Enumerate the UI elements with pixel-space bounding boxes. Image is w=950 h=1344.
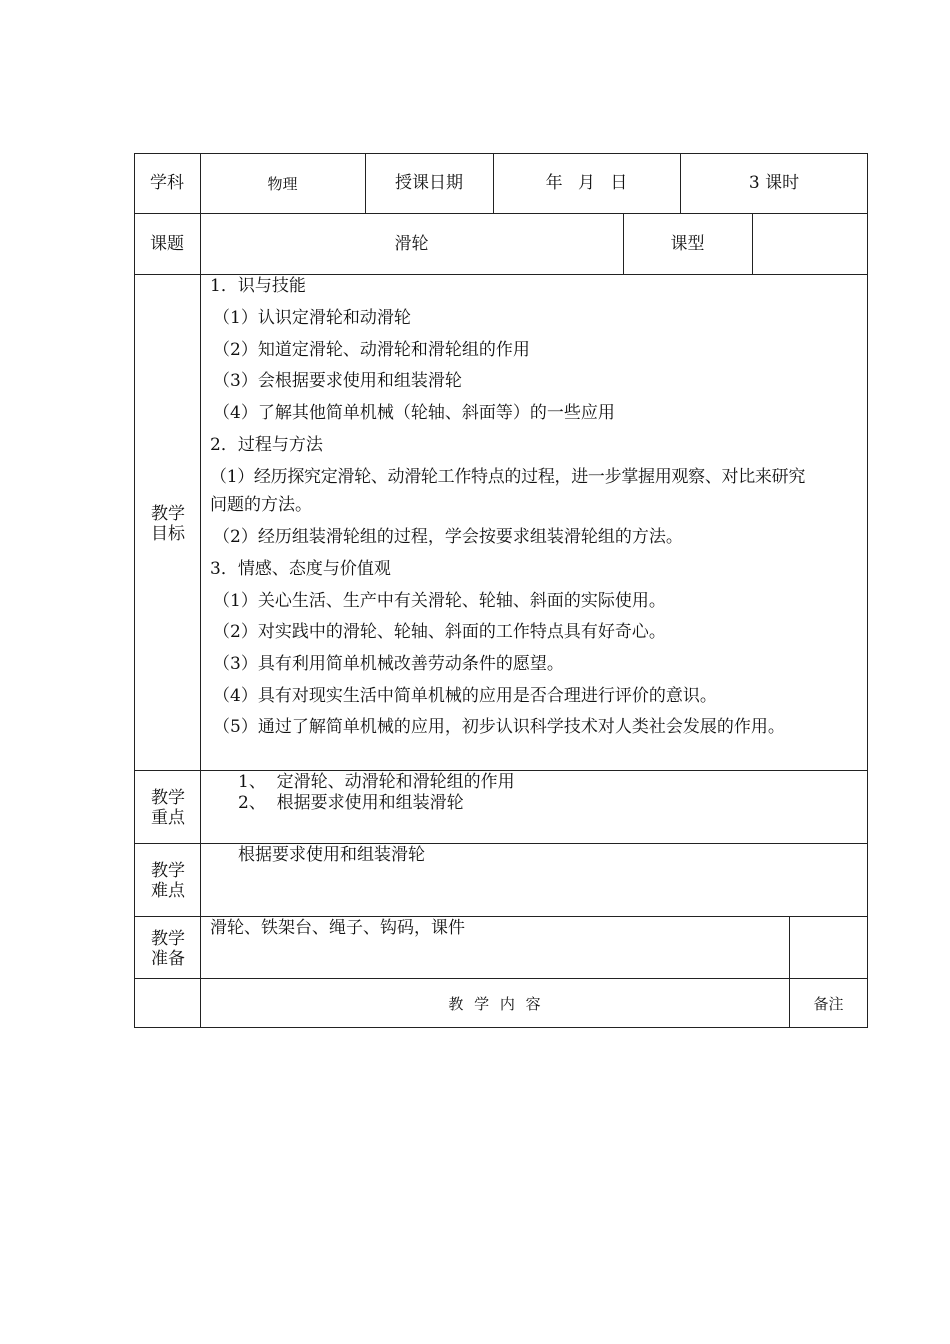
objective-line: （2）知道定滑轮、动滑轮和滑轮组的作用 — [213, 340, 530, 360]
objective-line: （2）对实践中的滑轮、轮轴、斜面的工作特点具有好奇心。 — [213, 622, 666, 642]
objective-line: （1）关心生活、生产中有关滑轮、轮轴、斜面的实际使用。 — [213, 591, 666, 611]
objective-line: 1．识与技能 — [210, 276, 306, 296]
label-line: 教学 — [151, 504, 185, 524]
objective-line: （2）经历组装滑轮组的过程，学会按要求组装滑轮组的方法。 — [213, 527, 683, 547]
row-divider — [134, 213, 868, 214]
topic-label: 课题 — [150, 234, 184, 254]
keypoint-item: 2、 根据要求使用和组装滑轮 — [238, 793, 464, 813]
subject-label: 学科 — [150, 173, 184, 193]
objective-line: （5）通过了解简单机械的应用，初步认识科学技术对人类社会发展的作用。 — [213, 717, 785, 737]
class-hours: 3 课时 — [748, 173, 800, 193]
objective-line: 3．情感、态度与价值观 — [210, 559, 391, 579]
objective-line: （1）认识定滑轮和动滑轮 — [213, 308, 411, 328]
row-divider — [134, 916, 868, 917]
label-column-divider — [200, 153, 201, 1028]
label-line: 重点 — [151, 808, 185, 828]
subject-value: 物理 — [267, 175, 298, 193]
col-divider — [752, 213, 753, 275]
objective-line: （4）具有对现实生活中简单机械的应用是否合理进行评价的意识。 — [213, 686, 717, 706]
preparation-text: 滑轮、铁架台、绳子、钩码，课件 — [210, 918, 465, 938]
objectives-label — [136, 504, 200, 544]
objective-line: （3）具有利用简单机械改善劳动条件的愿望。 — [213, 654, 564, 674]
label-line: 准备 — [151, 949, 185, 969]
label-line: 目标 — [151, 524, 185, 544]
objective-line: 问题的方法。 — [210, 495, 312, 515]
objective-line: （1）经历探究定滑轮、动滑轮工作特点的过程，进一步掌握用观察、对比来研究 — [210, 467, 806, 487]
objective-line: （3）会根据要求使用和组装滑轮 — [213, 371, 462, 391]
preparation-label — [136, 929, 200, 969]
row-divider — [134, 770, 868, 771]
objective-line: 2．过程与方法 — [210, 435, 323, 455]
date-value: 年 月 日 — [545, 173, 628, 193]
topic-value: 滑轮 — [394, 234, 429, 254]
label-line: 难点 — [151, 881, 185, 901]
label-line: 教学 — [151, 929, 185, 949]
label-line: 教学 — [151, 788, 185, 808]
objective-line: （4）了解其他简单机械（轮轴、斜面等）的一些应用 — [213, 403, 615, 423]
difficulty-text: 根据要求使用和组装滑轮 — [238, 845, 425, 865]
row-divider — [134, 274, 868, 275]
label-line: 教学 — [151, 861, 185, 881]
content-header: 教 学 内 容 — [448, 995, 541, 1013]
date-label: 授课日期 — [395, 173, 463, 193]
difficulties-label — [136, 861, 200, 901]
keypoints-label — [136, 788, 200, 828]
row-divider — [134, 978, 868, 979]
remarks-header: 备注 — [813, 995, 844, 1013]
lesson-type-label: 课型 — [670, 234, 705, 254]
row-divider — [134, 843, 868, 844]
keypoint-item: 1、 定滑轮、动滑轮和滑轮组的作用 — [238, 772, 515, 792]
